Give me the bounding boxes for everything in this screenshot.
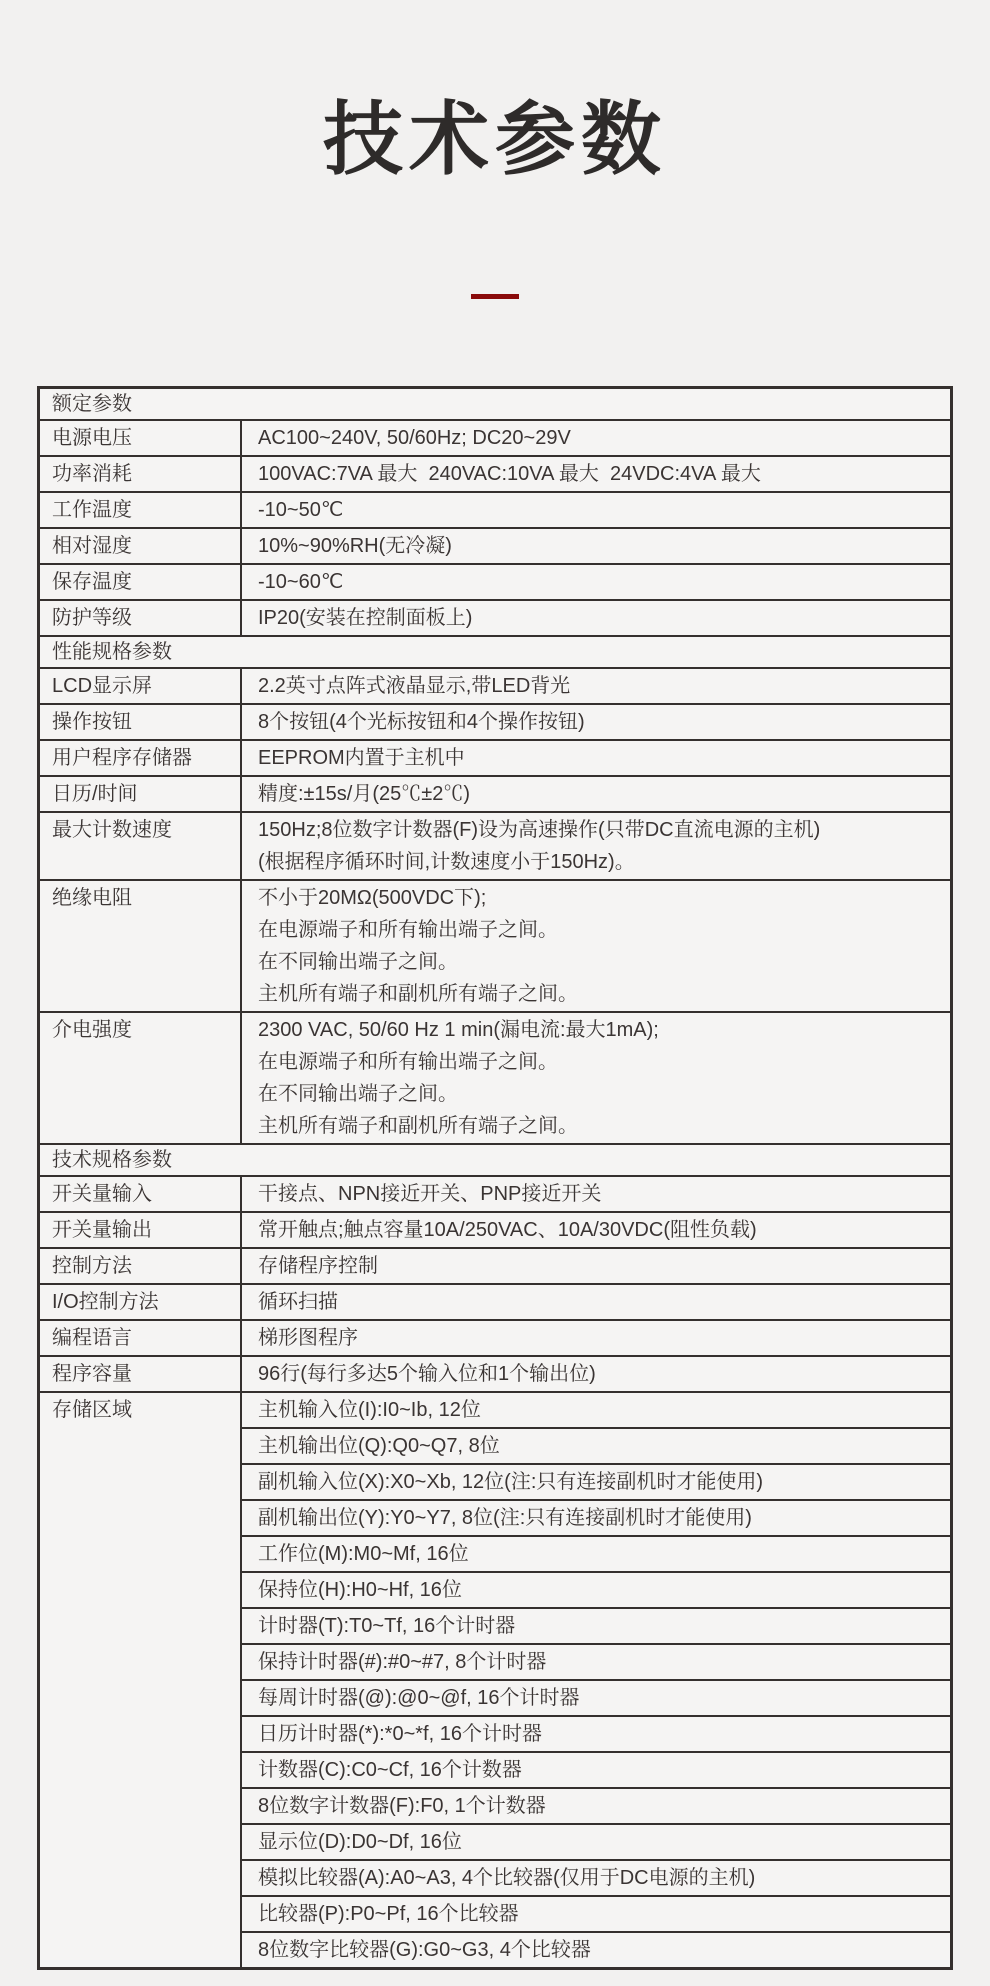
row-label: 绝缘电阻 xyxy=(40,881,242,1011)
subrow-value: 主机输入位(I):I0~Ib, 12位 xyxy=(258,1399,481,1421)
section-row xyxy=(40,1143,950,1175)
row-value xyxy=(242,741,950,775)
value-line: 梯形图程序 xyxy=(258,1327,358,1349)
table-row xyxy=(40,1011,950,1143)
table-row xyxy=(40,419,950,455)
row-value xyxy=(242,601,950,635)
subrow-value: 每周计时器(@):@0~@f, 16个计时器 xyxy=(242,1679,950,1715)
table-row xyxy=(40,879,950,1011)
row-value xyxy=(242,493,950,527)
row-label: 日历/时间 xyxy=(40,777,242,811)
subrow-value: 保持位(H):H0~Hf, 16位 xyxy=(242,1571,950,1607)
subrow-value: 日历计时器(*):*0~*f, 16个计时器 xyxy=(242,1715,950,1751)
value-line: AC100~240V, 50/60Hz; DC20~29V xyxy=(258,427,571,449)
value-line: 96行(每行多达5个输入位和1个输出位) xyxy=(258,1363,596,1385)
table-row xyxy=(40,1391,950,1967)
section-label: 性能规格参数 xyxy=(52,641,172,663)
row-value xyxy=(242,1357,950,1391)
value-line: 循环扫描 xyxy=(258,1291,338,1313)
value-line: 2.2英寸点阵式液晶显示,带LED背光 xyxy=(258,675,571,697)
row-value xyxy=(242,565,950,599)
row-value xyxy=(242,1177,950,1211)
table-row xyxy=(40,811,950,879)
row-label: I/O控制方法 xyxy=(40,1285,242,1319)
value-line: 主机所有端子和副机所有端子之间。 xyxy=(258,983,578,1005)
value-line: 干接点、NPN接近开关、PNP接近开关 xyxy=(258,1183,602,1205)
row-label: 操作按钮 xyxy=(40,705,242,739)
subrow-value: 计时器(T):T0~Tf, 16个计时器 xyxy=(242,1607,950,1643)
value-line: 100VAC:7VA 最大 240VAC:10VA 最大 24VDC:4VA 最大 xyxy=(258,463,761,485)
row-value xyxy=(242,1321,950,1355)
row-value xyxy=(242,669,950,703)
row-value xyxy=(242,705,950,739)
table-row xyxy=(40,667,950,703)
title-accent-dash xyxy=(471,294,519,299)
table-row xyxy=(40,1247,950,1283)
row-label: 相对湿度 xyxy=(40,529,242,563)
value-line: EEPROM内置于主机中 xyxy=(258,747,465,769)
subrow-value: 副机输出位(Y):Y0~Y7, 8位(注:只有连接副机时才能使用) xyxy=(242,1499,950,1535)
value-line: 在电源端子和所有输出端子之间。 xyxy=(258,919,558,941)
table-row xyxy=(40,563,950,599)
row-label: 存储区域 xyxy=(40,1393,242,1967)
value-line: 主机所有端子和副机所有端子之间。 xyxy=(258,1115,578,1137)
subrow-value: 8位数字计数器(F):F0, 1个计数器 xyxy=(242,1787,950,1823)
value-line: 精度:±15s/月(25℃±2℃) xyxy=(258,783,471,805)
subrow-value: 比较器(P):P0~Pf, 16个比较器 xyxy=(242,1895,950,1931)
row-value xyxy=(242,813,950,879)
row-value xyxy=(242,529,950,563)
value-line: 在电源端子和所有输出端子之间。 xyxy=(258,1051,558,1073)
row-value xyxy=(242,1013,950,1143)
section-label: 额定参数 xyxy=(52,393,132,415)
row-label: 功率消耗 xyxy=(40,457,242,491)
subrow-value: 显示位(D):D0~Df, 16位 xyxy=(242,1823,950,1859)
page-title: 技术参数 xyxy=(323,95,667,184)
table-row xyxy=(40,1175,950,1211)
row-label: 电源电压 xyxy=(40,421,242,455)
row-label: 编程语言 xyxy=(40,1321,242,1355)
subrow-value: 副机输入位(X):X0~Xb, 12位(注:只有连接副机时才能使用) xyxy=(242,1463,950,1499)
value-line: IP20(安装在控制面板上) xyxy=(258,607,473,629)
value-line: 在不同输出端子之间。 xyxy=(258,951,458,973)
row-value xyxy=(242,1285,950,1319)
table-row xyxy=(40,1211,950,1247)
row-value xyxy=(242,1393,950,1967)
table-row xyxy=(40,527,950,563)
value-line: -10~60℃ xyxy=(258,571,344,593)
table-row xyxy=(40,1355,950,1391)
row-value xyxy=(242,1213,950,1247)
row-value xyxy=(242,881,950,1011)
row-label: LCD显示屏 xyxy=(40,669,242,703)
row-label: 工作温度 xyxy=(40,493,242,527)
section-row xyxy=(40,389,950,419)
value-line: 常开触点;触点容量10A/250VAC、10A/30VDC(阻性负载) xyxy=(258,1219,757,1241)
row-label: 介电强度 xyxy=(40,1013,242,1143)
table-row xyxy=(40,455,950,491)
row-label: 开关量输出 xyxy=(40,1213,242,1247)
value-line: 150Hz;8位数字计数器(F)设为高速操作(只带DC直流电源的主机) xyxy=(258,819,821,841)
value-line: 2300 VAC, 50/60 Hz 1 min(漏电流:最大1mA); xyxy=(258,1019,659,1041)
table-row xyxy=(40,739,950,775)
table-row xyxy=(40,599,950,635)
subrow-value: 主机输出位(Q):Q0~Q7, 8位 xyxy=(242,1427,950,1463)
table-row xyxy=(40,1319,950,1355)
table-row xyxy=(40,1283,950,1319)
spec-table xyxy=(37,386,953,1970)
subrow-value: 保持计时器(#):#0~#7, 8个计时器 xyxy=(242,1643,950,1679)
row-label: 防护等级 xyxy=(40,601,242,635)
row-label: 最大计数速度 xyxy=(40,813,242,879)
row-label: 控制方法 xyxy=(40,1249,242,1283)
table-row xyxy=(40,703,950,739)
row-value xyxy=(242,457,950,491)
subrow-value: 8位数字比较器(G):G0~G3, 4个比较器 xyxy=(242,1931,950,1967)
value-line: (根据程序循环时间,计数速度小于150Hz)。 xyxy=(258,851,635,873)
subrow-value: 工作位(M):M0~Mf, 16位 xyxy=(242,1535,950,1571)
table-row xyxy=(40,775,950,811)
row-label: 开关量输入 xyxy=(40,1177,242,1211)
value-line: 存储程序控制 xyxy=(258,1255,378,1277)
value-line: 8个按钮(4个光标按钮和4个操作按钮) xyxy=(258,711,585,733)
subrow-value: 模拟比较器(A):A0~A3, 4个比较器(仅用于DC电源的主机) xyxy=(242,1859,950,1895)
row-value xyxy=(242,421,950,455)
row-value xyxy=(242,777,950,811)
section-label: 技术规格参数 xyxy=(52,1149,172,1171)
row-label: 程序容量 xyxy=(40,1357,242,1391)
value-line: 不小于20MΩ(500VDC下); xyxy=(258,887,487,909)
row-label: 保存温度 xyxy=(40,565,242,599)
section-row xyxy=(40,635,950,667)
row-value xyxy=(242,1249,950,1283)
table-row xyxy=(40,491,950,527)
value-line: 在不同输出端子之间。 xyxy=(258,1083,458,1105)
subrow-value: 计数器(C):C0~Cf, 16个计数器 xyxy=(242,1751,950,1787)
row-label: 用户程序存储器 xyxy=(40,741,242,775)
value-line: -10~50℃ xyxy=(258,499,344,521)
value-line: 10%~90%RH(无冷凝) xyxy=(258,535,452,557)
